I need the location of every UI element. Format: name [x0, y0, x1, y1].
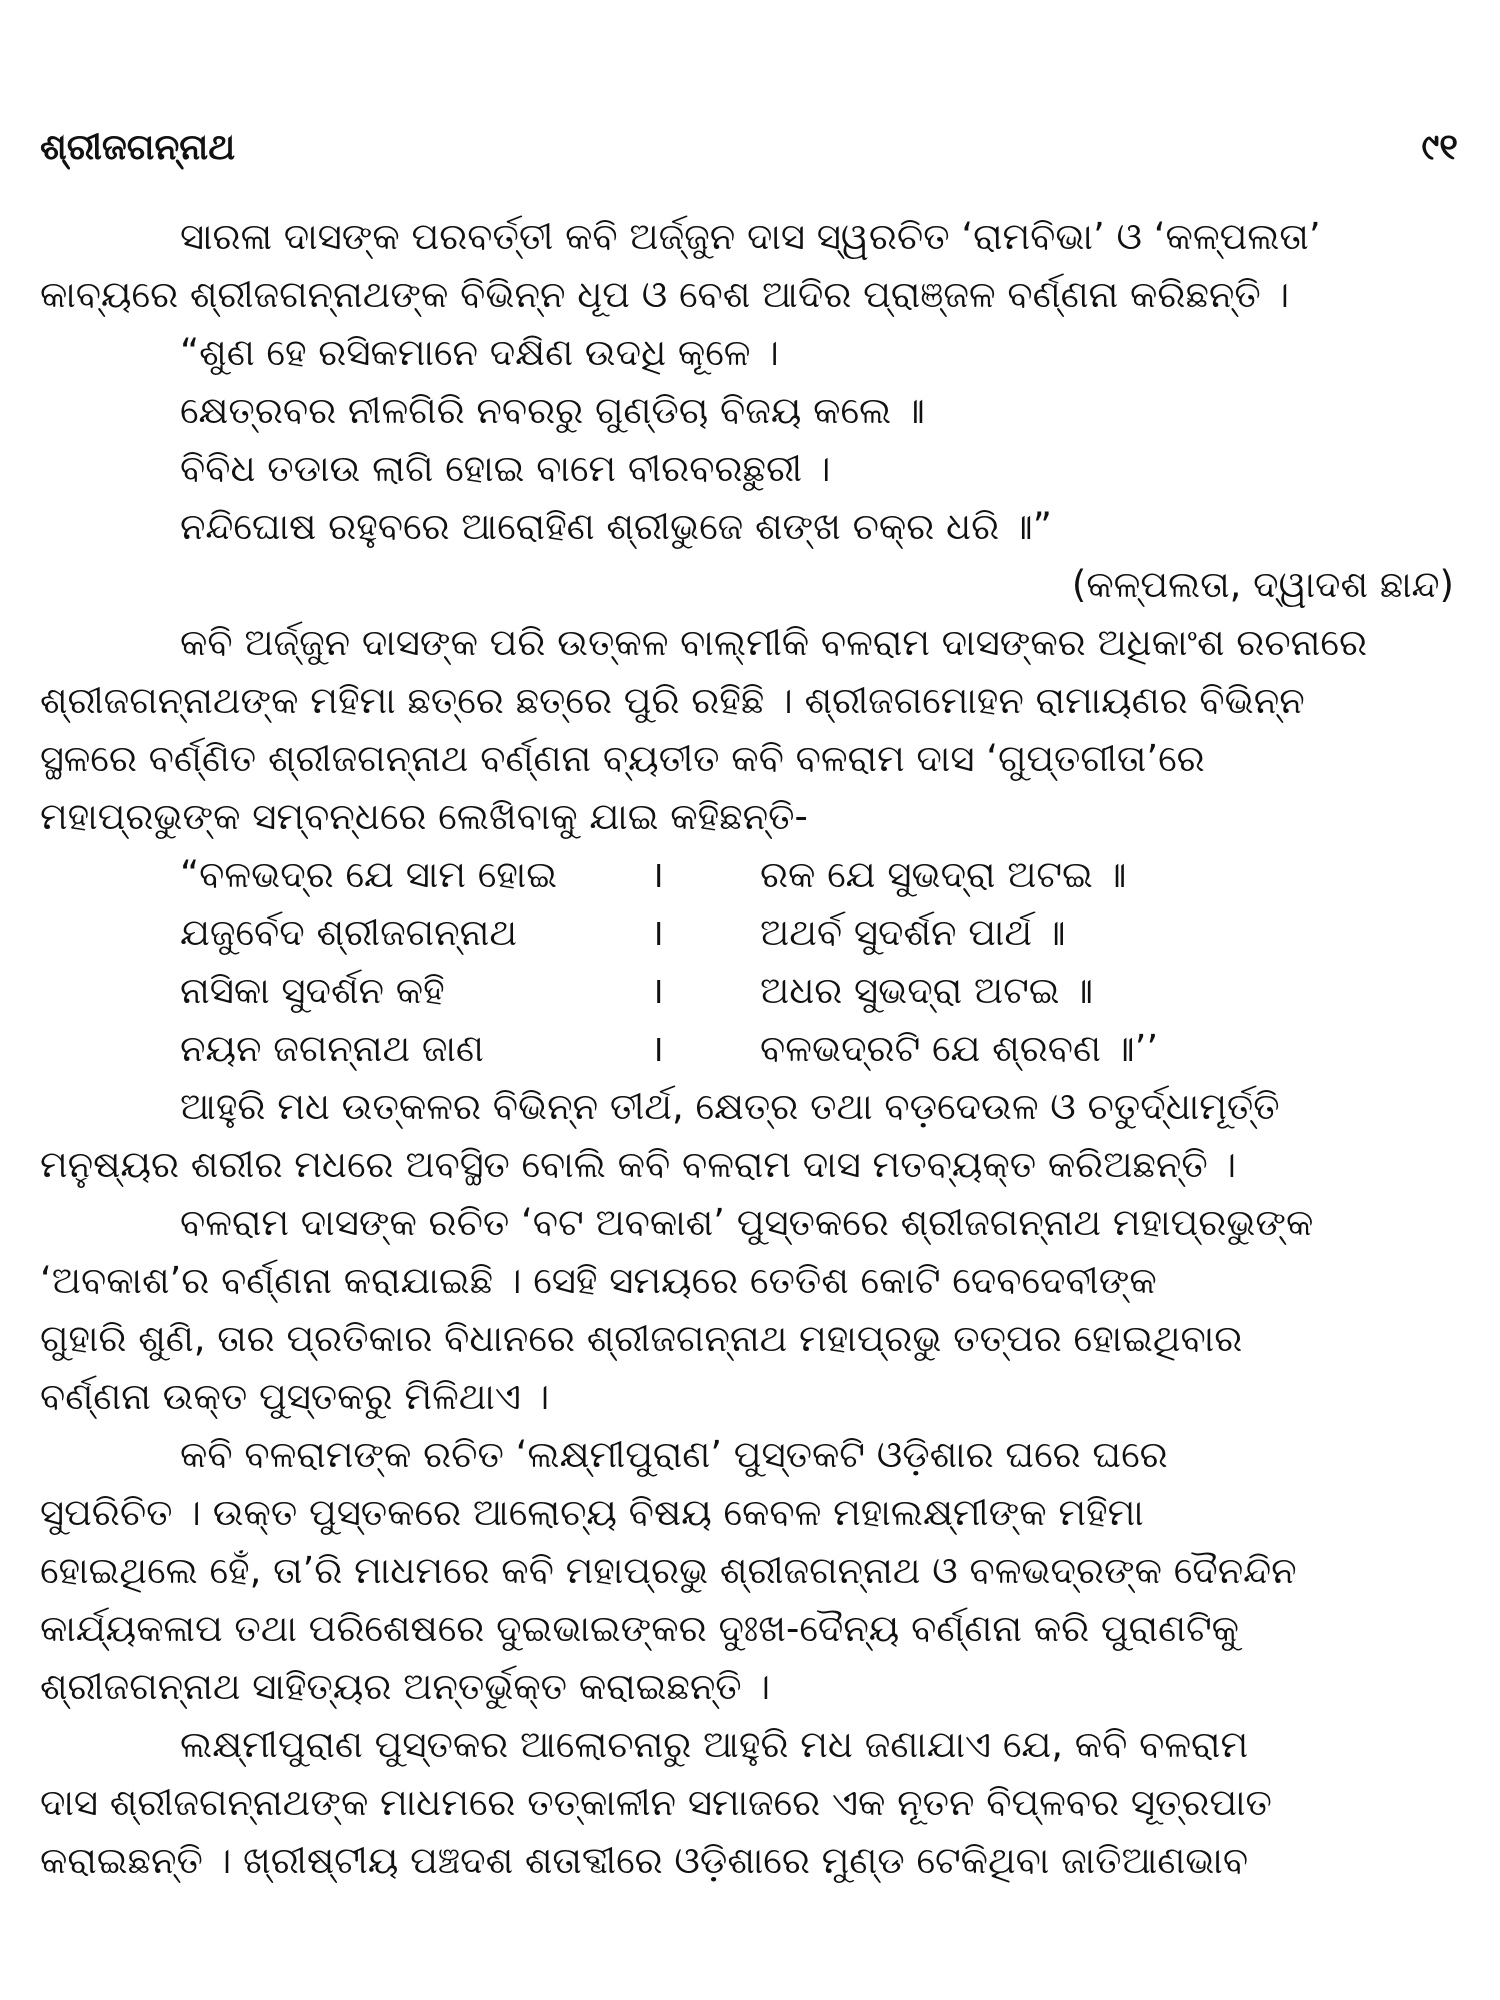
paragraph: [40, 1426, 1458, 1716]
verse-line: ବିବିଧ ତଡାଉ ଲାଗି ହୋଇ ବାମେ ବୀରବରଛୁରୀ ।: [180, 447, 831, 490]
text-line: କବି ବଳରାମଙ୍କ ରଚିତ ‘ଲକ୍ଷ୍ମୀପୁରାଣ’ ପୁସ୍ତକଟି ଓଡ଼ିଶାର ଘରେ ଘରେ: [180, 1433, 1168, 1476]
text-line: ମନୁଷ୍ୟର ଶରୀର ମଧରେ ଅବସ୍ଥିତ ବୋଲି କବି ବଳରାମ ଦାସ ମତବ୍ୟକ୍ତ କରିଅଛନ୍ତି ।: [40, 1143, 1237, 1186]
couplet-separator: ।: [650, 853, 665, 896]
couplet-row: [40, 962, 1458, 1020]
citation: (କଳ୍ପଲତା, ଦ୍ୱାଦଶ ଛାନ୍ଦ): [1071, 563, 1454, 606]
paragraph: [40, 1194, 1458, 1426]
couplet-row: [40, 904, 1458, 962]
verse-line: ନନ୍ଦିଘୋଷ ରହୁବରେ ଆରୋହିଣ ଶ୍ରୀଭୁଜେ ଶଙ୍ଖ ଚକ୍ର ଧରି ॥”: [180, 505, 1052, 548]
couplet-row: [40, 1020, 1458, 1078]
text-line: ଗୁହାରି ଶୁଣି, ତାର ପ୍ରତିକାର ବିଧାନରେ ଶ୍ରୀଜଗନ୍ନାଥ ମହାପ୍ରଭୁ ତତ୍ପର ହୋଇଥିବାର: [40, 1317, 1243, 1360]
verse-line: କ୍ଷେତ୍ରବର ନୀଳଗିରି ନବରରୁ ଗୁଣ୍ଡିଚା ବିଜୟ କଲେ ॥: [180, 389, 925, 432]
couplet-left: ନୟନ ଜଗନ୍ନାଥ ଜାଣ: [180, 1027, 484, 1070]
page-header: [40, 118, 1458, 178]
text-line: କବି ଅର୍ଜ୍ଜୁନ ଦାସଙ୍କ ପରି ଉତ୍କଳ ବାଲ୍ମୀକି ବଳରାମ ଦାସଙ୍କର ଅଧିକାଂଶ ରଚନାରେ: [180, 621, 1367, 664]
couplet-separator: ।: [650, 969, 665, 1012]
text-line: ଶ୍ରୀଜଗନ୍ନାଥଙ୍କ ମହିମା ଛତ୍ରେ ଛତ୍ରେ ପୁରି ରହିଛି । ଶ୍ରୀଜଗମୋହନ ରାମାୟଣର ବିଭିନ୍ନ: [40, 679, 1305, 722]
paragraph: [40, 1078, 1458, 1194]
paragraph: [40, 614, 1458, 846]
page-body: [40, 208, 1458, 1890]
text-line: ଆହୁରି ମଧ ଉତ୍କଳର ବିଭିନ୍ନ ତୀର୍ଥ, କ୍ଷେତ୍ର ତଥା ବଡ଼ଦେଉଳ ଓ ଚତୁର୍ଦ୍ଧାମୂର୍ତ୍ତି: [180, 1085, 1280, 1128]
couplet-left: “ବଳଭଦ୍ର ଯେ ସାମ ହୋଇ: [180, 853, 558, 896]
text-line: ସୁପରିଚିତ । ଉକ୍ତ ପୁସ୍ତକରେ ଆଲୋଚ୍ୟ ବିଷୟ କେବଳ ମହାଲକ୍ଷ୍ମୀଙ୍କ ମହିମା: [40, 1491, 1144, 1534]
text-line: ସ୍ଥଳରେ ବର୍ଣ୍ଣିତ ଶ୍ରୀଜଗନ୍ନାଥ ବର୍ଣ୍ଣନା ବ୍ୟତୀତ କବି ବଳରାମ ଦାସ ‘ଗୁପ୍ତଗୀତା’ରେ: [40, 737, 1205, 780]
text-line: ଦାସ ଶ୍ରୀଜଗନ୍ନାଥଙ୍କ ମାଧମରେ ତତ୍କାଳୀନ ସମାଜରେ ଏକ ନୂତନ ବିପ୍ଳବର ସୂତ୍ରପାତ: [40, 1781, 1272, 1824]
text-line: ବଳରାମ ଦାସଙ୍କ ରଚିତ ‘ବଟ ଅବକାଶ’ ପୁସ୍ତକରେ ଶ୍ରୀଜଗନ୍ନାଥ ମହାପ୍ରଭୁଙ୍କ: [180, 1201, 1314, 1244]
couplet-right: ଅଥର୍ବ ସୁଦର୍ଶନ ପାର୍ଥ ॥: [760, 911, 1066, 954]
text-line: ଶ୍ରୀଜଗନ୍ନାଥ ସାହିତ୍ୟର ଅନ୍ତର୍ଭୁକ୍ତ କରାଇଛନ୍ତି ।: [40, 1665, 771, 1708]
couplet-right: ଅଧର ସୁଭଦ୍ରା ଅଟଇ ॥: [760, 969, 1094, 1012]
page-number: ୯୧: [1421, 127, 1458, 168]
text-line: ବର୍ଣ୍ଣନା ଉକ୍ତ ପୁସ୍ତକରୁ ମିଳିଥାଏ ।: [40, 1375, 550, 1418]
text-line: କାବ୍ୟରେ ଶ୍ରୀଜଗନ୍ନାଥଙ୍କ ବିଭିନ୍ନ ଧୂପ ଓ ବେଶ ଆଦିର ପ୍ରାଞ୍ଜଳ ବର୍ଣ୍ଣନା କରିଛନ୍ତି ।: [40, 273, 1290, 316]
couplet-row: [40, 846, 1458, 904]
verse-block: [40, 324, 1458, 614]
couplet-left: ଯଜୁର୍ବେଦ ଶ୍ରୀଜଗନ୍ନାଥ: [180, 911, 517, 954]
running-title: ଶ୍ରୀଜଗନ୍ନାଥ: [40, 127, 236, 168]
text-line: ‘ଅବକାଶ’ର ବର୍ଣ୍ଣନା କରାଯାଇଛି । ସେହି ସମୟରେ ତେତିଶ କୋଟି ଦେବଦେବୀଙ୍କ: [40, 1259, 1157, 1302]
text-line: ଲକ୍ଷ୍ମୀପୁରାଣ ପୁସ୍ତକର ଆଲୋଚନାରୁ ଆହୁରି ମଧ ଜଣାଯାଏ ଯେ, କବି ବଳରାମ: [180, 1723, 1249, 1766]
couplet-right: ରକ ଯେ ସୁଭଦ୍ରା ଅଟଇ ॥: [760, 853, 1127, 896]
paragraph: [40, 1716, 1458, 1890]
text-line: ମହାପ୍ରଭୁଙ୍କ ସମ୍ବନ୍ଧରେ ଲେଖିବାକୁ ଯାଇ କହିଛନ୍ତି-: [40, 795, 808, 838]
paragraph: [40, 208, 1458, 324]
text-line: ସାରଳା ଦାସଙ୍କ ପରବର୍ତ୍ତୀ କବି ଅର୍ଜ୍ଜୁନ ଦାସ ସ୍ୱରଚିତ ‘ରାମବିଭା’ ଓ ‘କଳ୍ପଲତା’: [180, 215, 1321, 258]
couplet-left: ନାସିକା ସୁଦର୍ଶନ କହି: [180, 969, 445, 1012]
couplet-separator: ।: [650, 1027, 665, 1070]
couplet-separator: ।: [650, 911, 665, 954]
verse-couplets: [40, 846, 1458, 1078]
verse-line: “ଶୁଣ ହେ ରସିକମାନେ ଦକ୍ଷିଣ ଉଦଧି କୂଳେ ।: [180, 331, 779, 374]
couplet-right: ବଳଭଦ୍ରଟି ଯେ ଶ୍ରବଣ ॥’’: [760, 1027, 1159, 1070]
text-line: କାର୍ଯ୍ୟକଳାପ ତଥା ପରିଶେଷରେ ଦୁଇଭାଇଙ୍କର ଦୁଃଖ-ଦୈନ୍ୟ ବର୍ଣ୍ଣନା କରି ପୁରାଣଟିକୁ: [40, 1607, 1239, 1650]
text-line: ହୋଇଥିଲେ ହେଁ, ତା’ରି ମାଧମରେ କବି ମହାପ୍ରଭୁ ଶ୍ରୀଜଗନ୍ନାଥ ଓ ବଳଭଦ୍ରଙ୍କ ଦୈନନ୍ଦିନ: [40, 1549, 1297, 1592]
text-line: କରାଇଛନ୍ତି । ଖ୍ରୀଷ୍ଟୀୟ ପଞ୍ଚଦଶ ଶତାବ୍ଦୀରେ ଓଡ଼ିଶାରେ ମୁଣ୍ଡ ଟେକିଥିବା ଜାତିଆଣଭାବ: [40, 1839, 1249, 1882]
